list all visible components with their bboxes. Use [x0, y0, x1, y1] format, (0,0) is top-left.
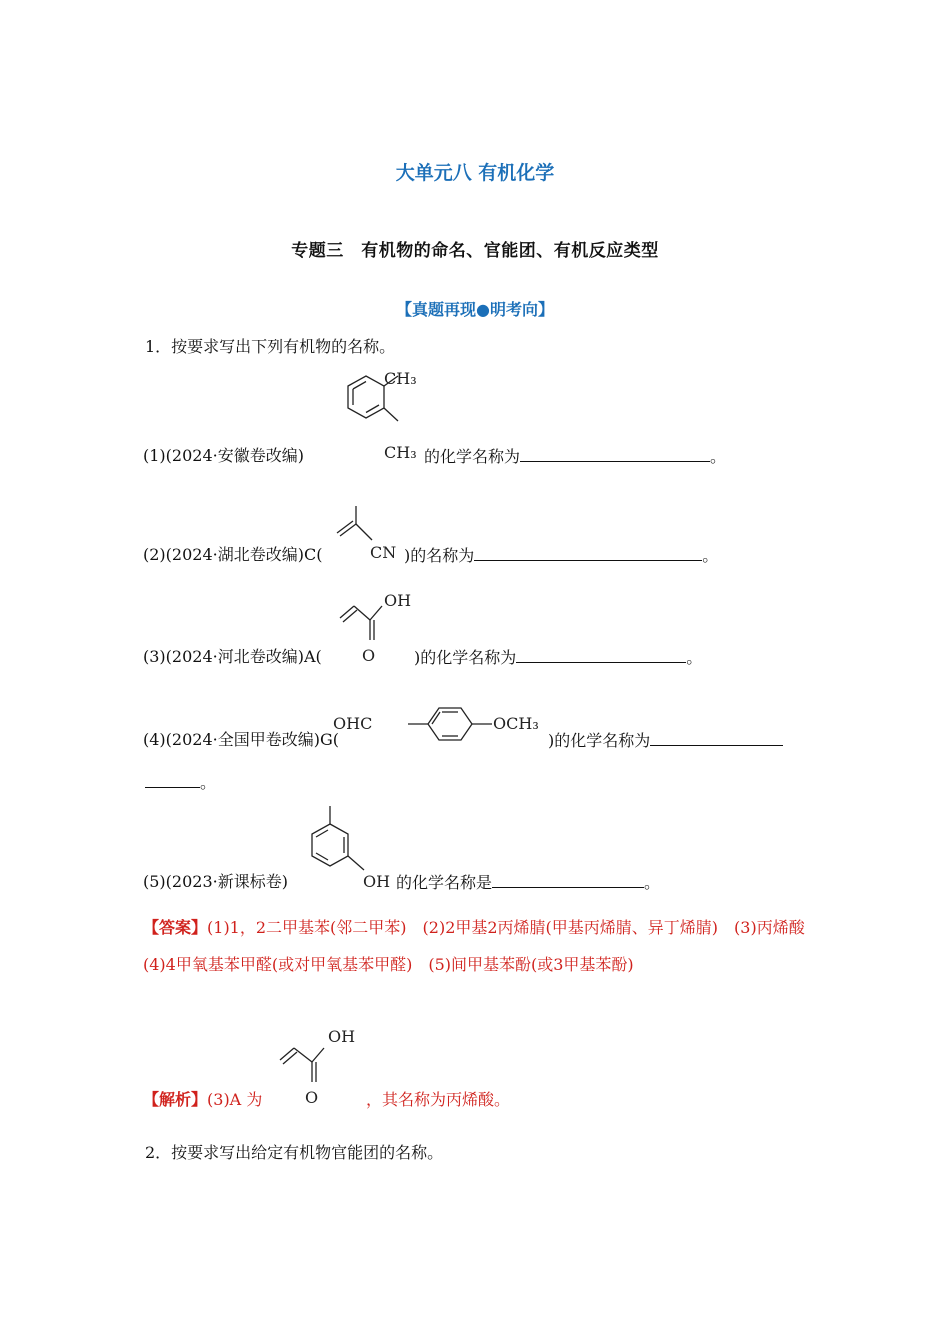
- unit-title: 大单元八 有机化学: [395, 162, 555, 184]
- q1-item-1-suffix-text: 的化学名称为: [424, 447, 521, 466]
- q1-item-4-end: 。: [200, 773, 217, 792]
- q1-item-3-prefix: (3)(2024·河北卷改编)A(: [143, 647, 322, 666]
- q1-item-4-suffix: [548, 729, 783, 752]
- q1-item-5-prefix: (5)(2023·新课标卷): [143, 872, 288, 891]
- answer-blank-5[interactable]: [492, 871, 644, 888]
- answer-blank-4a[interactable]: [650, 729, 783, 746]
- analysis-label-line: [143, 1087, 262, 1110]
- analysis-carbonyl-o: O: [305, 1088, 319, 1107]
- q1-item-3-end: 。: [686, 648, 703, 667]
- s2-cn-group: CN: [370, 543, 397, 562]
- q1-item-3-suffix: [414, 646, 702, 669]
- s3-carbonyl-o: O: [362, 646, 376, 665]
- q1-item-5-suffix: [396, 871, 660, 894]
- q1-item-5-end: 。: [644, 873, 661, 892]
- topic-title: 专题三 有机物的命名、官能团、有机反应类型: [291, 241, 659, 261]
- answer-blank-3[interactable]: [516, 646, 686, 663]
- q1-item-4-prefix: (4)(2024·全国甲卷改编)G(: [143, 730, 339, 749]
- q1-item-4-suffix-text: )的化学名称为: [548, 731, 651, 750]
- q1-item-1-suffix: [424, 445, 726, 468]
- analysis-prefix: (3)A 为: [207, 1090, 263, 1109]
- question-2-stem: 2．按要求写出给定有机物官能团的名称。: [145, 1143, 444, 1162]
- q1-item-3-suffix-text: )的化学名称为: [414, 648, 517, 667]
- q1-item-2-end: 。: [702, 546, 719, 565]
- o-xylene-structure: [326, 366, 426, 466]
- analysis-suffix: ，其名称为丙烯酸。: [366, 1090, 511, 1109]
- section-tag: 【真题再现●明考向】: [396, 300, 554, 319]
- s1-methyl-bottom: CH₃: [384, 443, 417, 462]
- q1-item-4-continuation: [145, 771, 216, 794]
- s4-methoxy: OCH₃: [493, 714, 539, 733]
- q1-item-2-prefix: (2)(2024·湖北卷改编)C(: [143, 545, 323, 564]
- s3-hydroxyl: OH: [384, 591, 412, 610]
- q1-item-5-suffix-text: 的化学名称是: [396, 873, 493, 892]
- m-cresol-structure: [306, 800, 406, 895]
- answer-block: [143, 909, 821, 983]
- s1-methyl-top: CH₃: [384, 369, 417, 388]
- analysis-label: 【解析】: [143, 1090, 208, 1109]
- answer-blank-1[interactable]: [520, 445, 710, 462]
- analysis-hydroxyl: OH: [328, 1027, 356, 1046]
- q1-item-1-prefix: (1)(2024·安徽卷改编): [143, 446, 304, 465]
- acrylic-acid-structure-analysis: [278, 1024, 368, 1109]
- q1-item-1-end: 。: [710, 447, 727, 466]
- q1-item-2-suffix: [404, 544, 718, 567]
- anisaldehyde-structure: [330, 702, 550, 752]
- acrylic-acid-structure: [338, 588, 418, 668]
- answer-text: (1)1，2二甲基苯(邻二甲苯) (2)2甲基2丙烯腈(甲基丙烯腈、异丁烯腈) (3)丙烯酸 (4)4甲氧基苯甲醛(或对甲氧基苯甲醛) (5)间甲基苯酚(或3甲基苯酚): [143, 918, 821, 974]
- s5-hydroxyl: OH: [363, 872, 391, 891]
- q1-item-2-suffix-text: )的名称为: [404, 546, 475, 565]
- s4-aldehyde: OHC: [333, 714, 373, 733]
- question-1-stem: 1．按要求写出下列有机物的名称。: [145, 337, 396, 356]
- answer-blank-4b[interactable]: [145, 771, 200, 788]
- answer-blank-2[interactable]: [474, 544, 702, 561]
- answer-label: 【答案】: [143, 918, 208, 937]
